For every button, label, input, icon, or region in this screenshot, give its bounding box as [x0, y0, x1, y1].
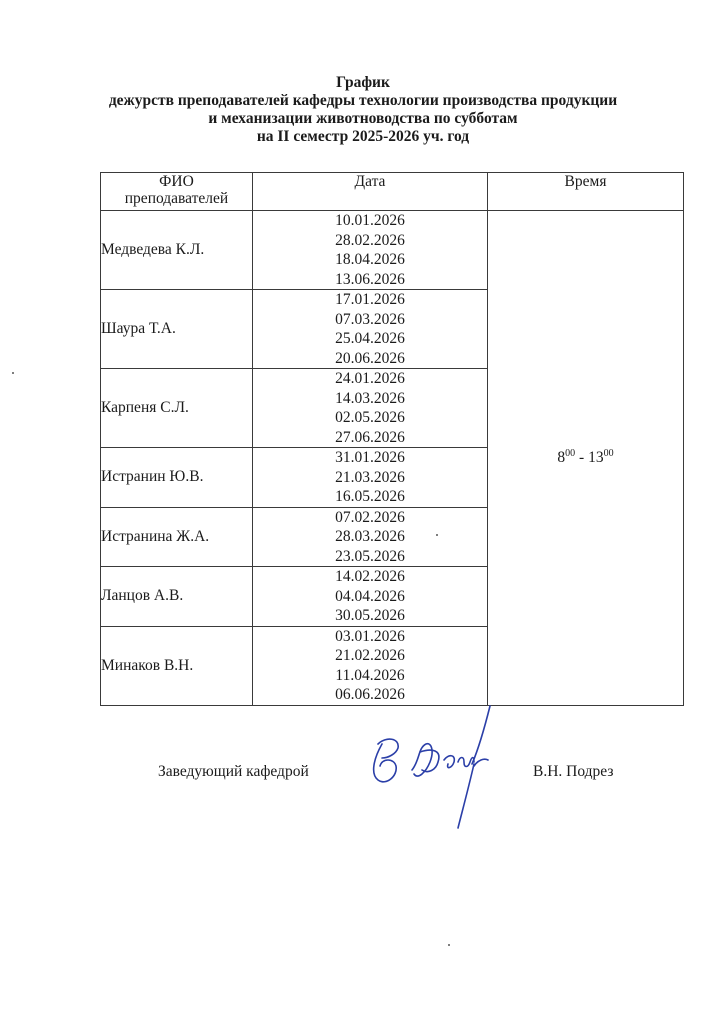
teacher-name: Минаков В.Н. — [101, 626, 253, 705]
duty-date: 21.03.2026 — [335, 468, 405, 486]
scan-speck — [436, 534, 438, 536]
duty-dates — [253, 448, 488, 508]
header-date: Дата — [253, 173, 488, 211]
duty-schedule-table — [100, 172, 684, 706]
duty-date: 28.03.2026 — [335, 528, 405, 545]
duty-date: 28.02.2026 — [335, 231, 405, 249]
duty-date: 10.01.2026 — [335, 212, 405, 229]
duty-date: 06.06.2026 — [335, 686, 405, 703]
duty-date: 02.05.2026 — [335, 409, 405, 426]
scan-speck — [448, 944, 450, 946]
teacher-name: Шаура Т.А. — [101, 290, 253, 369]
duty-date: 25.04.2026 — [335, 330, 405, 347]
signatory-name: В.Н. Подрез — [533, 763, 614, 780]
duty-date: 04.04.2026 — [335, 587, 405, 605]
duty-time — [488, 211, 684, 706]
duty-date: 11.04.2026 — [335, 666, 405, 684]
teacher-name: Истранин Ю.В. — [101, 448, 253, 508]
time-end: 13 — [588, 448, 604, 466]
duty-date: 14.03.2026 — [335, 389, 405, 407]
duty-date: 07.02.2026 — [335, 508, 405, 526]
handwritten-signature — [360, 700, 520, 840]
duty-dates — [253, 211, 488, 290]
teacher-name: Истранина Ж.А. — [101, 507, 253, 567]
scan-speck — [12, 372, 14, 374]
duty-date: 18.04.2026 — [335, 251, 405, 268]
duty-dates — [253, 290, 488, 369]
duty-date: 13.06.2026 — [335, 270, 405, 288]
duty-date: 03.01.2026 — [335, 627, 405, 645]
title-line-1: График — [336, 74, 390, 91]
duty-date: 17.01.2026 — [335, 291, 405, 308]
duty-dates — [253, 507, 488, 567]
duty-date: 14.02.2026 — [335, 568, 405, 585]
time-separator: - — [575, 448, 589, 466]
header-name-line-2: преподавателей — [124, 190, 229, 207]
table-row — [101, 211, 684, 290]
duty-dates — [253, 626, 488, 705]
duty-dates — [253, 567, 488, 627]
header-name-line-1: ФИО — [159, 173, 194, 190]
teacher-name: Медведева К.Л. — [101, 211, 253, 290]
table-header-row — [101, 173, 684, 211]
duty-date: 30.05.2026 — [335, 607, 405, 624]
teacher-name: Ланцов А.В. — [101, 567, 253, 627]
head-of-department-label: Заведующий кафедрой — [158, 763, 309, 780]
header-time: Время — [488, 173, 684, 211]
time-end-minutes: 00 — [603, 447, 614, 459]
document-title — [40, 74, 686, 146]
duty-date: 31.01.2026 — [335, 449, 405, 466]
title-line-3: и механизации животноводства по субботам — [208, 110, 518, 127]
duty-date: 27.06.2026 — [335, 428, 405, 446]
title-line-4: на II семестр 2025-2026 уч. год — [256, 128, 470, 145]
duty-dates — [253, 369, 488, 448]
time-start: 8 — [557, 448, 566, 466]
duty-date: 24.01.2026 — [335, 370, 405, 387]
duty-date: 16.05.2026 — [335, 488, 405, 505]
duty-date: 23.05.2026 — [335, 547, 405, 565]
duty-date: 07.03.2026 — [335, 310, 405, 328]
time-start-minutes: 00 — [565, 447, 576, 459]
teacher-name: Карпеня С.Л. — [101, 369, 253, 448]
duty-date: 21.02.2026 — [335, 647, 405, 664]
title-line-2: дежурств преподавателей кафедры технологии производства продукции — [108, 92, 618, 109]
header-name — [101, 173, 253, 211]
duty-date: 20.06.2026 — [335, 349, 405, 367]
